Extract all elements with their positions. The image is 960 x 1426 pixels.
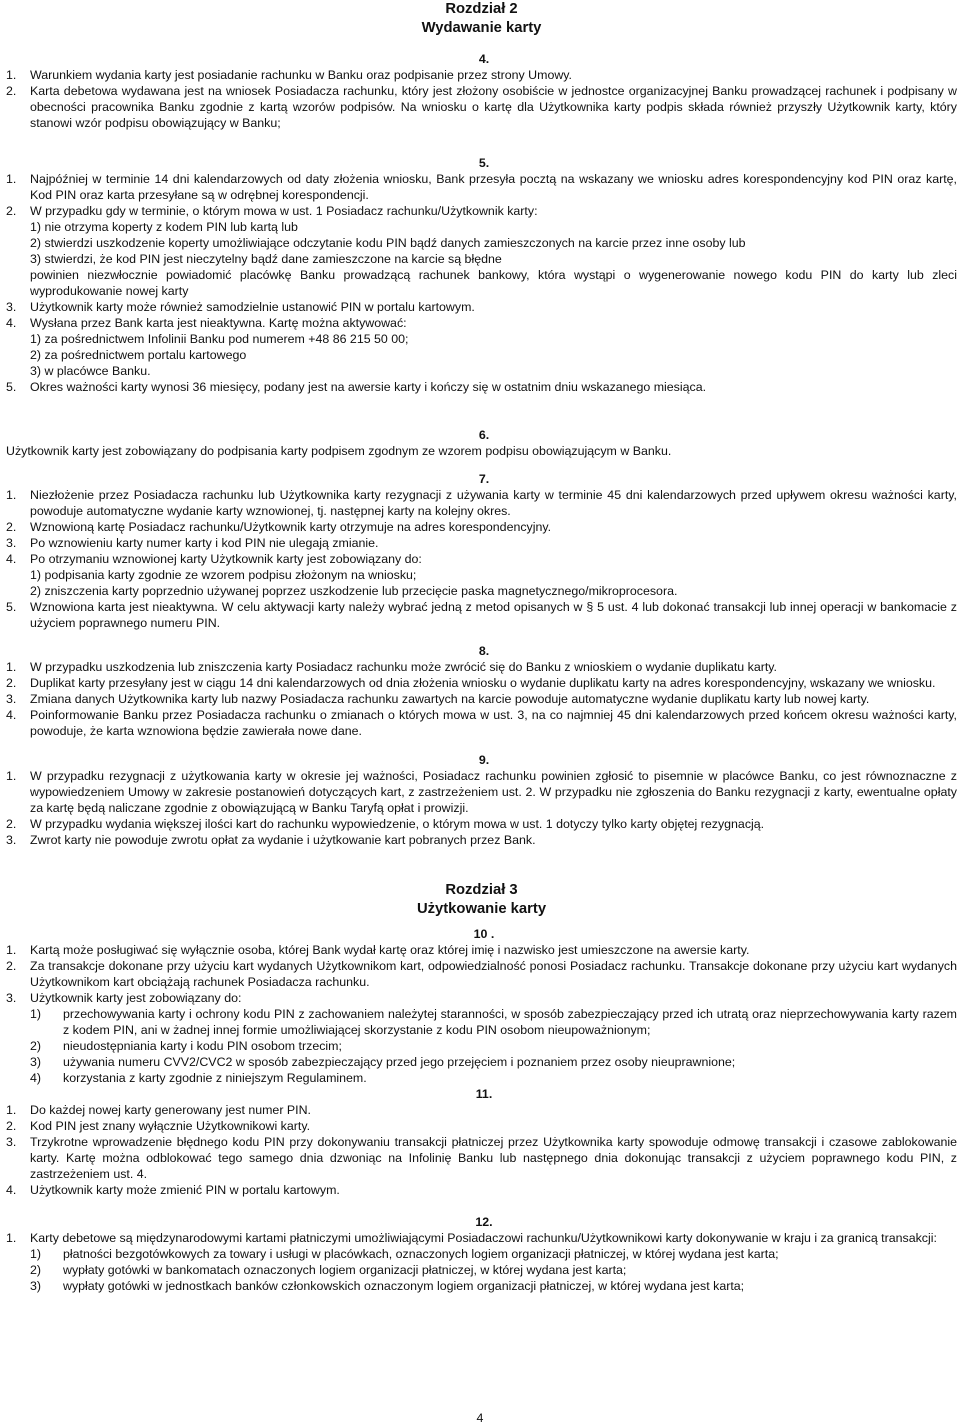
sub-item: 3) wypłaty gotówki w jednostkach banków członkowskich oznaczonym logiem organizacji płatniczej, w której wydana jest karta; — [30, 1279, 745, 1293]
condition-line: 3) stwierdzi, że kod PIN jest nieczytelny bądź dane zamieszczone na karcie są błędne — [30, 252, 502, 266]
section-number: 4. — [478, 52, 490, 66]
list-item: 4. Poinformowanie Banku przez Posiadacza rachunku o zmianach o których mowa w ust. 3, na co najmniej 45 dni kalendarzowych przed końcem okresu ważności karty, powoduje, że karta wznowiona będzie zawierała nowe dane. — [6, 708, 957, 738]
list-item: 1. W przypadku uszkodzenia lub zniszczenia karty Posiadacz rachunku może zwrócić się do Banku z wnioskiem o wydanie duplikatu karty. — [6, 660, 777, 674]
sub-item: 3) używania numeru CVV2/CVC2 w sposób zabezpieczający przed jego przejęciem i poznaniem przez osoby nieuprawnione; — [30, 1055, 736, 1069]
list-item: 2. W przypadku wydania większej ilości kart do rachunku wypowiedzenie, o którym mowa w ust. 1 dotyczy tylko karty objętej rezygnacją. — [6, 817, 765, 831]
list-item: 2. Kod PIN jest znany wyłącznie Użytkownikowi karty. — [6, 1119, 311, 1133]
section-number: 9. — [478, 753, 490, 767]
list-item: 4. Wysłana przez Bank karta jest nieaktywna. Kartę można aktywować: — [6, 316, 407, 330]
condition-line: 1) nie otrzyma koperty z kodem PIN lub kartą lub — [30, 220, 298, 234]
section-number: 11. — [475, 1087, 493, 1101]
list-item: 2. Duplikat karty przesyłany jest w ciągu 14 dni kalendarzowych od dnia złożenia wniosku o wydanie duplikatu karty na adres korespondencyjny, wskazany we wniosku. — [6, 676, 936, 690]
list-item: 1. Niezłożenie przez Posiadacza rachunku lub Użytkownika karty rezygnacji z używania karty w terminie 45 dni kalendarzowych przed upływem okresu ważności karty, powoduje automatyczne wydanie karty wznowionej, tj. następnej karty na kolejny okres. — [6, 488, 957, 518]
list-item: 4. Po otrzymaniu wznowionej karty Użytkownik karty jest zobowiązany do: — [6, 552, 422, 566]
section-number: 5. — [478, 156, 490, 170]
page-number: 4 — [476, 1411, 484, 1425]
section-number: 12. — [475, 1215, 493, 1229]
sub-item: 1) płatności bezgotówkowych za towary i usługi w placówkach, oznaczonych logiem organizacji płatniczej, w której wydana jest karta; — [30, 1247, 779, 1261]
list-item: 2. W przypadku gdy w terminie, o którym mowa w ust. 1 Posiadacz rachunku/Użytkownik karty: — [6, 204, 538, 218]
list-item: 2. Za transakcje dokonane przy użyciu kart wydanych Użytkownikom kart, odpowiedzialność ponosi Posiadacz rachunku. Transakcje dokonane przy użyciu kart wydanych Użytkownikom kart obciążają rachunek Posiadacza rachunku. — [6, 959, 957, 989]
activation-line: 3) w placówce Banku. — [30, 364, 151, 378]
list-item: 3. Użytkownik karty jest zobowiązany do: — [6, 991, 242, 1005]
list-item: 3. Użytkownik karty może również samodzielnie ustanowić PIN w portalu kartowym. — [6, 300, 475, 314]
list-item: 1. W przypadku rezygnacji z użytkowania karty w okresie jej ważności, Posiadacz rachunku powinien zgłosić to pisemnie w placówce Banku, co jest równoznaczne z wypowiedzeniem Umowy w zakresie postanowień dotyczących kart, z zastrzeżeniem ust. 2. W przypadku nie zgłoszenia do Banku rezygnacji z karty, ewentualne opłaty za kartę będą naliczane zgodnie z obowiązującą w Banku Taryfą opłat i prowizji. — [6, 769, 957, 815]
section-number: 7. — [478, 472, 490, 486]
continuation-text: powinien niezwłocznie powiadomić placówkę Banku prowadzącą rachunek bankowy, która wystąpi o wygenerowanie nowego kodu PIN do karty lub zleci wyprodukowanie nowej karty — [30, 268, 957, 298]
sub-item: 1) przechowywania karty i ochrony kodu PIN z zachowaniem należytej staranności, w sposób zabezpieczający przed ich utratą oraz nieprzechowywania karty razem z kodem PIN, ani w żadnej innej formie umożliwiającej skorzystanie z kodu PIN osobom nieupoważnionym; — [30, 1007, 957, 1037]
chapter-title: Rozdział 2 — [445, 1, 518, 17]
list-item: 5. Okres ważności karty wynosi 36 miesięcy, podany jest na awersie karty i kończy się w ostatnim dniu wskazanego miesiąca. — [6, 380, 707, 394]
list-item: 3. Po wznowieniu karty numer karty i kod PIN nie ulegają zmianie. — [6, 536, 379, 550]
sub-line: 2) zniszczenia karty poprzednio używanej poprzez uszkodzenie lub przecięcie paska magnetycznego/mikroprocesora. — [30, 584, 678, 598]
list-item: 4. Użytkownik karty może zmienić PIN w portalu kartowym. — [6, 1183, 340, 1197]
paragraph: Użytkownik karty jest zobowiązany do podpisania karty podpisem zgodnym ze wzorem podpisu obowiązującym w Banku. — [6, 444, 672, 458]
list-item: 1. Karty debetowe są międzynarodowymi kartami płatniczymi umożliwiającymi Posiadaczowi rachunku/Użytkownikowi karty dokonywanie w kraju i za granicą transakcji: — [6, 1231, 937, 1245]
chapter-subtitle: Wydawanie karty — [421, 20, 542, 36]
list-item: 3. Zwrot karty nie powoduje zwrotu opłat za wydanie i użytkowanie kart pobranych przez Bank. — [6, 833, 536, 847]
condition-line: 2) stwierdzi uszkodzenie koperty umożliwiające odczytanie kodu PIN bądź danych zamieszczonych na karcie przez inne osoby lub — [30, 236, 746, 250]
chapter-title: Rozdział 3 — [445, 882, 518, 898]
list-item: 2. Wznowioną kartę Posiadacz rachunku/Użytkownik karty otrzymuje na adres korespondencyjny. — [6, 520, 552, 534]
list-item: 3. Zmiana danych Użytkownika karty lub nazwy Posiadacza rachunku zawartych na karcie powoduje automatyczne wydanie duplikatu karty lub nowej karty. — [6, 692, 870, 706]
list-item: 1. Kartą może posługiwać się wyłącznie osoba, której Bank wydał kartę oraz której imię i nazwisko jest umieszczone na awersie karty. — [6, 943, 750, 957]
list-item: 5. Wznowiona karta jest nieaktywna. W celu aktywacji karty należy wybrać jedną z metod opisanych w § 5 ust. 4 lub dokonać transakcji lub innej operacji w bankomacie z użyciem poprawnego numeru PIN. — [6, 600, 957, 630]
section-number: 10 . — [473, 927, 495, 941]
list-item: 1. Najpóźniej w terminie 14 dni kalendarzowych od daty złożenia wniosku, Bank przesyła pocztą na wskazany we wniosku adres korespondencyjny kod PIN oraz kartę, Kod PIN oraz karta przesyłane są w odrębnej korespondencji. — [6, 172, 957, 202]
section-number: 8. — [478, 644, 490, 658]
sub-line: 1) podpisania karty zgodnie ze wzorem podpisu złożonym na wniosku; — [30, 568, 417, 582]
sub-item: 2) wypłaty gotówki w bankomatach oznaczonych logiem organizacji płatniczej, w której wydana jest karta; — [30, 1263, 627, 1277]
sub-item: 2) nieudostępniania karty i kodu PIN osobom trzecim; — [30, 1039, 342, 1053]
chapter-subtitle: Użytkowanie karty — [416, 901, 547, 917]
document-page — [6, 0, 957, 1294]
list-item: 3. Trzykrotne wprowadzenie błędnego kodu PIN przy dokonywaniu transakcji płatniczej przez Użytkownika karty spowoduje odmowę transakcji i czasowe zablokowanie karty. Kartę można odblokować tego samego dnia dzwoniąc na Infolinię Banku lub następnego dnia dokonując transakcji z użyciem poprawnego kodu PIN, z zastrzeżeniem ust. 4. — [6, 1135, 957, 1181]
activation-line: 1) za pośrednictwem Infolinii Banku pod numerem +48 86 215 50 00; — [30, 332, 409, 346]
section-number: 6. — [478, 428, 490, 442]
sub-item: 4) korzystania z karty zgodnie z niniejszym Regulaminem. — [30, 1071, 367, 1085]
list-item: 1. Warunkiem wydania karty jest posiadanie rachunku w Banku oraz podpisanie przez strony Umowy. — [6, 68, 572, 82]
list-item: 1. Do każdej nowej karty generowany jest numer PIN. — [6, 1103, 311, 1117]
list-item: 2. Karta debetowa wydawana jest na wniosek Posiadacza rachunku, który jest złożony osobiście w jednostce organizacyjnej Banku prowadzącej rachunek i podpisany w obecności pracownika Banku zgodnie z kartą wzorów podpisów. Na wniosku o kartę dla Użytkownika karty podpis składa również przyszły Użytkownik karty, który stanowi wzór podpisu obowiązujący w Banku; — [6, 84, 957, 130]
activation-line: 2) za pośrednictwem portalu kartowego — [30, 348, 247, 362]
